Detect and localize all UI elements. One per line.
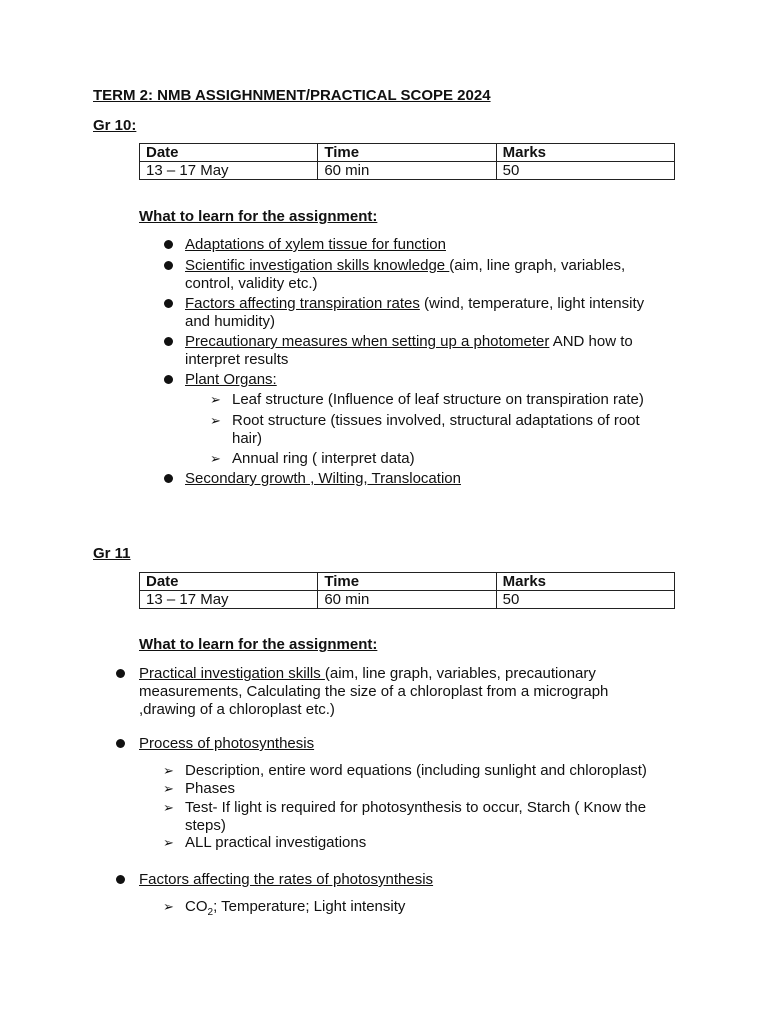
table-cell-marks: 50 (496, 591, 674, 609)
bullet-icon (164, 299, 173, 308)
sub-list-item (163, 762, 683, 780)
gr11-schedule-table (139, 572, 675, 609)
sub-list-item (163, 834, 663, 852)
arrowhead-icon: ➢ (163, 835, 174, 850)
gr10-schedule-table (139, 143, 675, 180)
item-underlined: Practical investigation skills (139, 665, 325, 682)
sub-list-item (210, 412, 660, 448)
table-cell-date: 13 – 17 May (140, 591, 318, 609)
bullet-icon (164, 337, 173, 346)
list-item (116, 735, 636, 753)
item-rest: (aim, line graph, variables, control, validity etc.) (185, 257, 626, 292)
bullet-icon (116, 669, 125, 678)
sub-item-text: Test- If light is required for photosynthesis to occur, Starch ( Know the steps) (185, 799, 647, 834)
sub-item-text: Root structure (tissues involved, structural adaptations of root hair) (232, 412, 640, 447)
list-item (164, 236, 664, 254)
table-cell-date: 13 – 17 May (140, 162, 318, 180)
item-rest: (aim, line graph, variables, precautionary measurements, Calculating the size of a chloroplast from a micrograph ,drawing of a chloroplast etc.) (139, 665, 609, 718)
list-item (164, 371, 664, 389)
sub-list-item (210, 391, 670, 409)
arrowhead-icon: ➢ (210, 392, 221, 407)
bullet-icon (116, 875, 125, 884)
item-underlined: Adaptations of xylem tissue for function (185, 236, 446, 253)
item-underlined: Factors affecting transpiration rates (185, 295, 420, 312)
table-header-marks: Marks (496, 573, 674, 591)
arrowhead-icon: ➢ (210, 413, 221, 428)
arrowhead-icon: ➢ (163, 800, 174, 815)
table-cell-marks: 50 (496, 162, 674, 180)
document-title: TERM 2: NMB ASSIGHNMENT/PRACTICAL SCOPE 2024 (93, 87, 491, 104)
bullet-icon (116, 739, 125, 748)
sub-list-item (163, 898, 663, 922)
bullet-icon (164, 240, 173, 249)
sub-item-text: ALL practical investigations (185, 834, 367, 851)
gr11-heading: Gr 11 (93, 545, 131, 562)
list-item (164, 295, 664, 331)
item-underlined: Secondary growth , Wilting, Translocation (185, 470, 461, 487)
gr10-subheading: What to learn for the assignment: (139, 208, 378, 225)
list-item (164, 333, 664, 369)
table-header-date: Date (140, 573, 318, 591)
item-underlined: Plant Organs: (185, 371, 277, 388)
list-item (116, 871, 636, 889)
sub-list-item (210, 450, 660, 468)
bullet-icon (164, 261, 173, 270)
arrowhead-icon: ➢ (163, 763, 174, 778)
table-header-marks: Marks (496, 144, 674, 162)
bullet-icon (164, 474, 173, 483)
item-underlined: Scientific investigation skills knowledge (185, 257, 450, 274)
arrowhead-icon: ➢ (163, 781, 174, 796)
sub-item-text: Leaf structure (Influence of leaf structure on transpiration rate) (232, 391, 644, 408)
gr10-heading: Gr 10: (93, 117, 137, 134)
sub-item-text: Description, entire word equations (including sunlight and chloroplast) (185, 762, 647, 779)
sub-list-item (163, 799, 669, 835)
sub-list-item (163, 780, 663, 798)
item-underlined: Factors affecting the rates of photosynthesis (139, 871, 434, 888)
item-rest: (wind, temperature, light intensity and humidity) (185, 295, 645, 330)
list-item (116, 665, 636, 719)
arrowhead-icon: ➢ (163, 899, 174, 914)
table-header-time: Time (318, 573, 496, 591)
sub-item-text: Phases (185, 780, 236, 797)
item-underlined: Process of photosynthesis (139, 735, 315, 752)
bullet-icon (164, 375, 173, 384)
sub-item-text: Annual ring ( interpret data) (232, 450, 415, 467)
item-rest: AND how to interpret results (185, 333, 633, 368)
table-header-date: Date (140, 144, 318, 162)
item-underlined: Precautionary measures when setting up a photometer (185, 333, 550, 350)
list-item (164, 470, 664, 488)
list-item (164, 257, 664, 293)
gr11-subheading: What to learn for the assignment: (139, 636, 378, 653)
arrowhead-icon: ➢ (210, 451, 221, 466)
table-header-time: Time (318, 144, 496, 162)
table-cell-time: 60 min (318, 591, 496, 609)
table-cell-time: 60 min (318, 162, 496, 180)
sub-item-text: $CO_2$; Temperature; Light intensity (185, 898, 406, 918)
